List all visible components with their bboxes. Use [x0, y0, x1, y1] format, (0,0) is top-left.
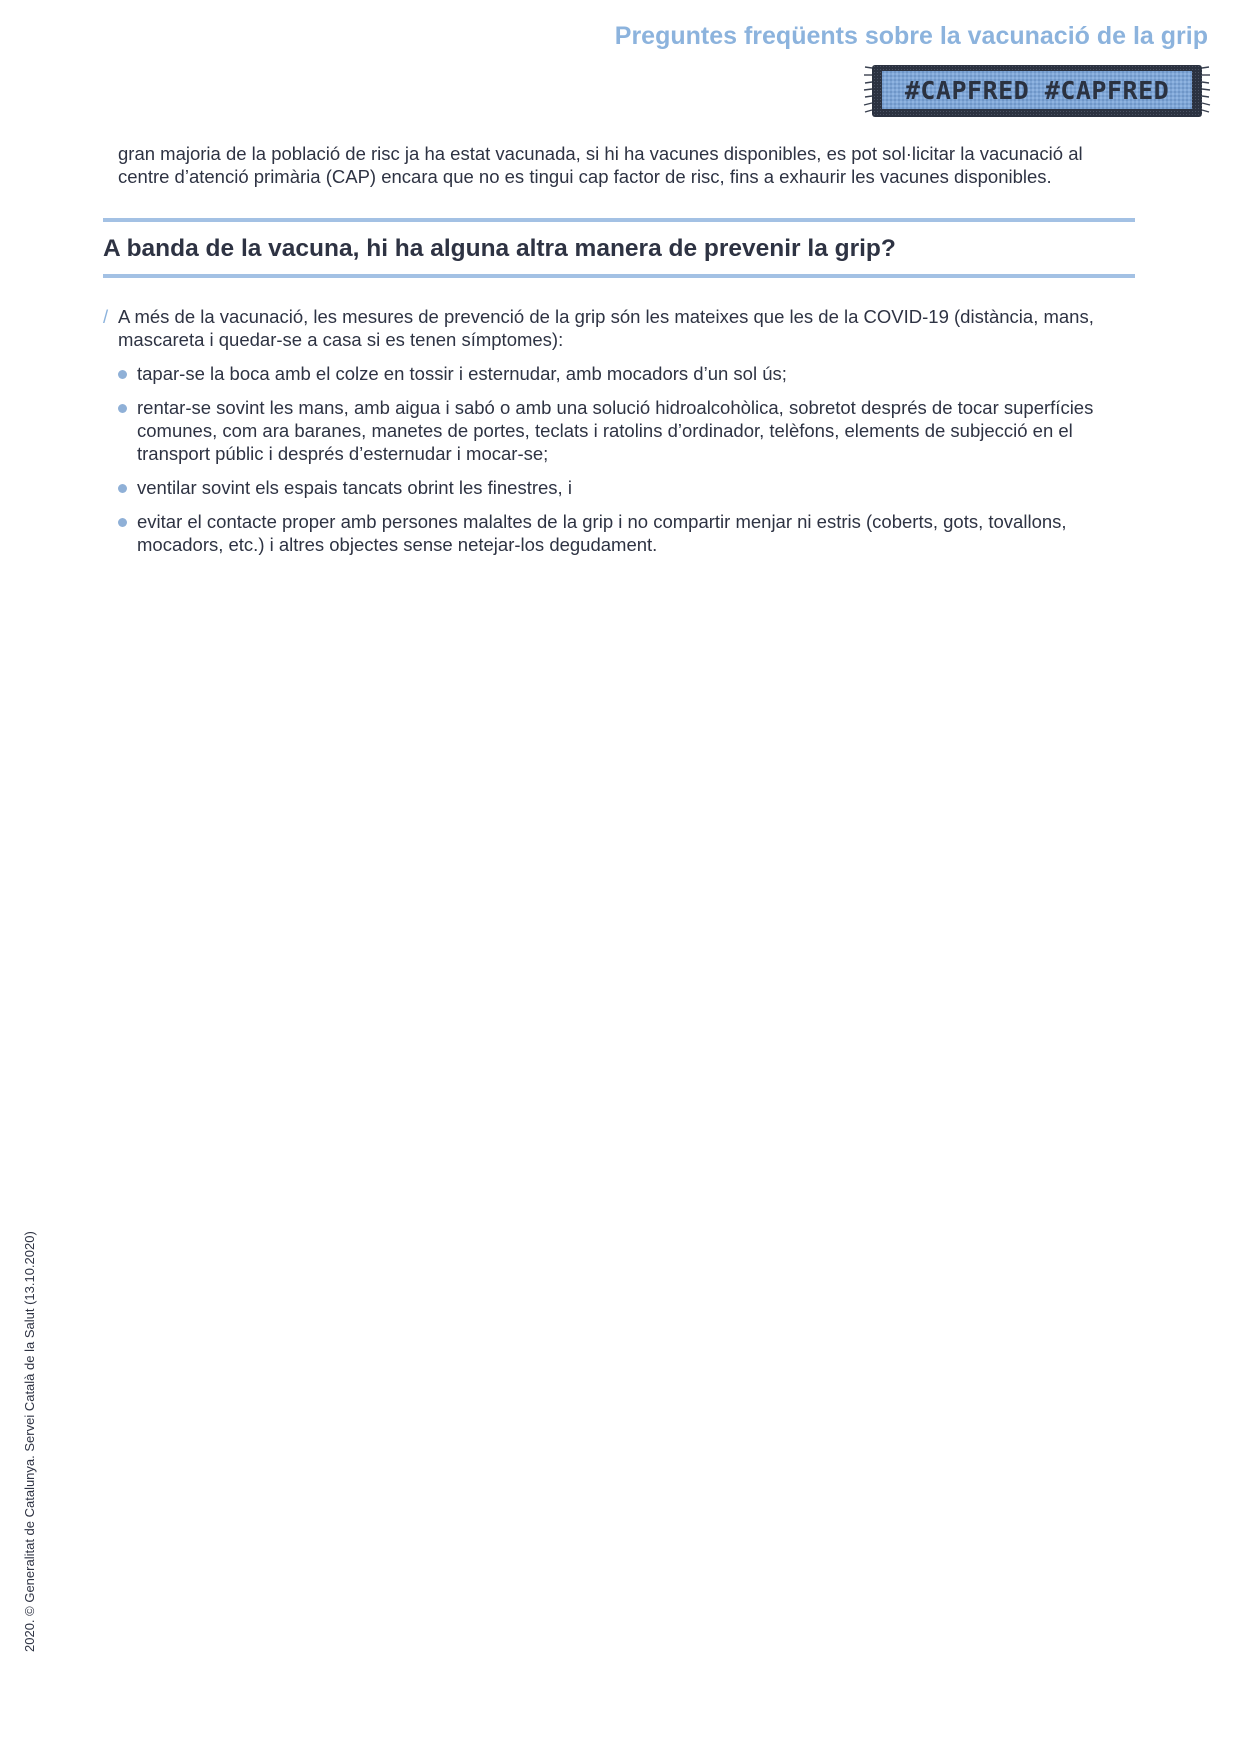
list-item — [118, 476, 1135, 499]
section-rule-top — [103, 218, 1135, 222]
bullet-dot-icon — [118, 484, 127, 493]
page-header-title: Preguntes freqüents sobre la vacunació de la grip — [614, 22, 1208, 50]
list-item — [118, 362, 1135, 385]
section-rule-bottom — [103, 274, 1135, 278]
footer-copyright: 2020. © Generalitat de Catalunya. Servei Català de la Salut (13.10.2020) — [22, 1231, 37, 1652]
scarf-fringe-left — [864, 67, 872, 112]
list-item-text: tapar-se la boca amb el colze en tossir i esternudar, amb mocadors d’un sol ús; — [137, 363, 787, 384]
slash-marker: / — [103, 306, 109, 327]
scarf-fringe-right — [1202, 67, 1210, 112]
lead-text: A més de la vacunació, les mesures de prevenció de la grip són les mateixes que les de la COVID-19 (distància, mans, mascareta i quedar-se a casa si es tenen símptomes): — [118, 306, 1094, 350]
prevention-list — [118, 362, 1135, 567]
scarf-badge-text: #CAPFRED #CAPFRED — [904, 76, 1170, 105]
capfred-scarf-illustration — [862, 63, 1212, 119]
bullet-dot-icon — [118, 404, 127, 413]
list-item — [118, 510, 1135, 556]
intro-paragraph: gran majoria de la població de risc ja ha estat vacunada, si hi ha vacunes disponibles, es pot sol·licitar la vacunació al centre d’atenció primària (CAP) encara que no es tingui cap factor de risc, fins a exhaurir les vacunes disponibles. — [118, 143, 1083, 187]
lead-paragraph — [103, 305, 1135, 351]
list-item-text: ventilar sovint els espais tancats obrint les finestres, i — [137, 477, 572, 498]
bullet-dot-icon — [118, 370, 127, 379]
list-item-text: evitar el contacte proper amb persones malaltes de la grip i no compartir menjar ni estris (coberts, gots, tovallons, mocadors, etc.) i altres objectes sense netejar-los degudament. — [137, 511, 1067, 555]
list-item-text: rentar-se sovint les mans, amb aigua i sabó o amb una solució hidroalcohòlica, sobretot després de tocar superfícies comunes, com ara baranes, manetes de portes, teclats i ratolins d’ordinador, telèfons, elements de subjecció en el transport públic i després d’esternudar i mocar-se; — [137, 397, 1094, 464]
section-title: A banda de la vacuna, hi ha alguna altra manera de prevenir la grip? — [103, 235, 896, 262]
list-item — [118, 396, 1135, 465]
bullet-dot-icon — [118, 518, 127, 527]
